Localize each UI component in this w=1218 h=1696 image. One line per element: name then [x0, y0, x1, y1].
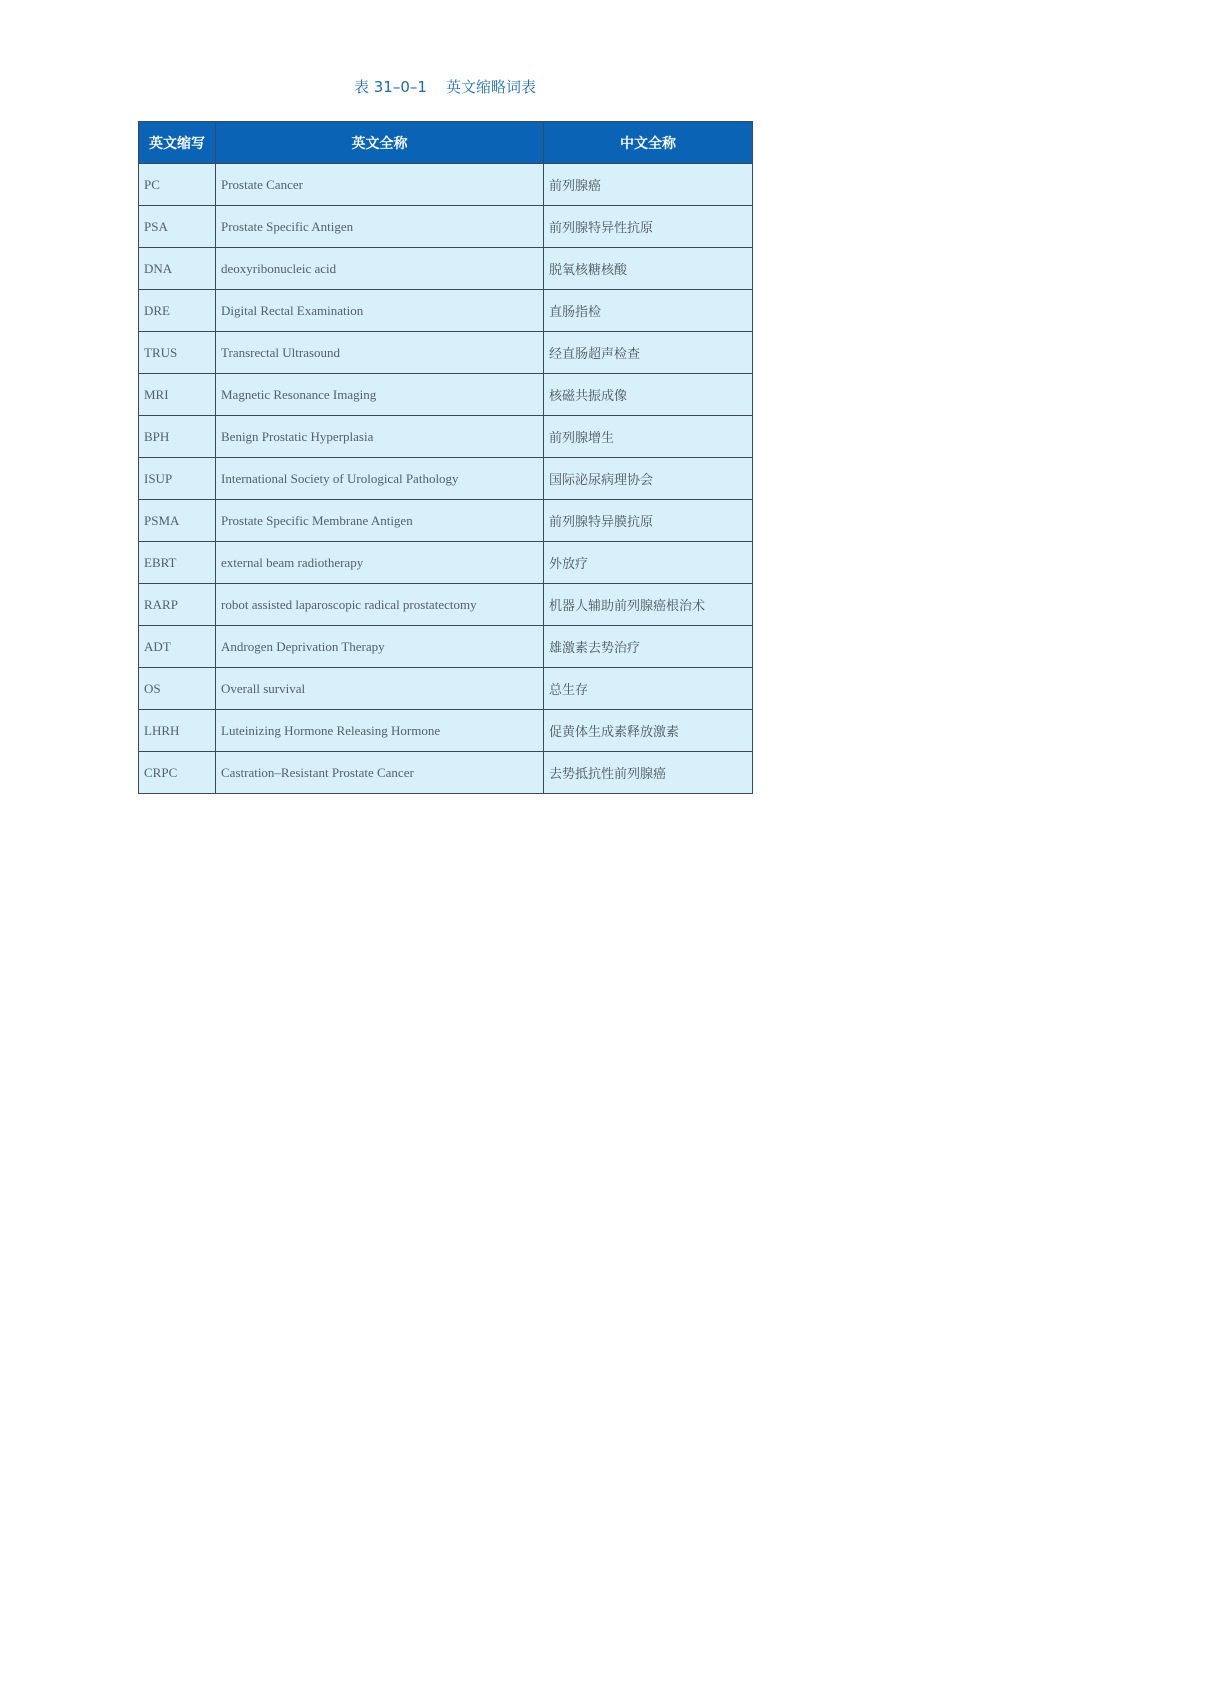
table-caption: 表 31–0–1 英文缩略词表	[353, 78, 536, 96]
abbreviation-cell: DNA	[139, 248, 216, 290]
abbreviation-cell: PC	[139, 164, 216, 206]
abbreviation-table	[138, 121, 753, 794]
abbreviation-cell: TRUS	[139, 332, 216, 374]
abbreviation-cell: RARP	[139, 584, 216, 626]
abbreviation-cell: MRI	[139, 374, 216, 416]
table-row	[139, 332, 753, 374]
table-row	[139, 710, 753, 752]
abbreviation-cell: PSMA	[139, 500, 216, 542]
english-name-cell: Benign Prostatic Hyperplasia	[216, 416, 544, 458]
chinese-name-cell: 机器人辅助前列腺癌根治术	[544, 584, 753, 626]
chinese-name-cell: 总生存	[544, 668, 753, 710]
abbreviation-cell: DRE	[139, 290, 216, 332]
chinese-name-cell: 促黄体生成素释放激素	[544, 710, 753, 752]
english-name-cell: Transrectal Ultrasound	[216, 332, 544, 374]
chinese-name-cell: 前列腺癌	[544, 164, 753, 206]
table-row	[139, 584, 753, 626]
table-row	[139, 668, 753, 710]
abbreviation-cell: BPH	[139, 416, 216, 458]
english-name-cell: Overall survival	[216, 668, 544, 710]
table-row	[139, 542, 753, 584]
abbreviation-cell: OS	[139, 668, 216, 710]
chinese-name-cell: 雄激素去势治疗	[544, 626, 753, 668]
chinese-name-cell: 脱氧核糖核酸	[544, 248, 753, 290]
chinese-name-cell: 前列腺增生	[544, 416, 753, 458]
english-name-cell: Prostate Specific Membrane Antigen	[216, 500, 544, 542]
abbreviation-cell: CRPC	[139, 752, 216, 794]
chinese-name-cell: 经直肠超声检查	[544, 332, 753, 374]
chinese-name-cell: 核磁共振成像	[544, 374, 753, 416]
abbreviation-cell: LHRH	[139, 710, 216, 752]
table-row	[139, 206, 753, 248]
table-row	[139, 248, 753, 290]
table-row	[139, 500, 753, 542]
chinese-name-cell: 国际泌尿病理协会	[544, 458, 753, 500]
header-abbreviation: 英文缩写	[139, 122, 216, 164]
english-name-cell: Prostate Cancer	[216, 164, 544, 206]
chinese-name-cell: 直肠指检	[544, 290, 753, 332]
english-name-cell: Digital Rectal Examination	[216, 290, 544, 332]
header-english-full-name: 英文全称	[216, 122, 544, 164]
english-name-cell: Castration–Resistant Prostate Cancer	[216, 752, 544, 794]
chinese-name-cell: 去势抵抗性前列腺癌	[544, 752, 753, 794]
table-row	[139, 626, 753, 668]
abbreviation-cell: ADT	[139, 626, 216, 668]
table-row	[139, 374, 753, 416]
chinese-name-cell: 前列腺特异膜抗原	[544, 500, 753, 542]
english-name-cell: Prostate Specific Antigen	[216, 206, 544, 248]
abbreviation-cell: EBRT	[139, 542, 216, 584]
english-name-cell: robot assisted laparoscopic radical prostatectomy	[216, 584, 544, 626]
chinese-name-cell: 前列腺特异性抗原	[544, 206, 753, 248]
english-name-cell: deoxyribonucleic acid	[216, 248, 544, 290]
table-row	[139, 458, 753, 500]
english-name-cell: International Society of Urological Pathology	[216, 458, 544, 500]
header-chinese-full-name: 中文全称	[544, 122, 753, 164]
table-row	[139, 290, 753, 332]
abbreviation-cell: PSA	[139, 206, 216, 248]
table-row	[139, 164, 753, 206]
english-name-cell: external beam radiotherapy	[216, 542, 544, 584]
table-header-row	[139, 122, 753, 164]
chinese-name-cell: 外放疗	[544, 542, 753, 584]
table-row	[139, 416, 753, 458]
english-name-cell: Magnetic Resonance Imaging	[216, 374, 544, 416]
english-name-cell: Luteinizing Hormone Releasing Hormone	[216, 710, 544, 752]
english-name-cell: Androgen Deprivation Therapy	[216, 626, 544, 668]
table-row	[139, 752, 753, 794]
abbreviation-cell: ISUP	[139, 458, 216, 500]
